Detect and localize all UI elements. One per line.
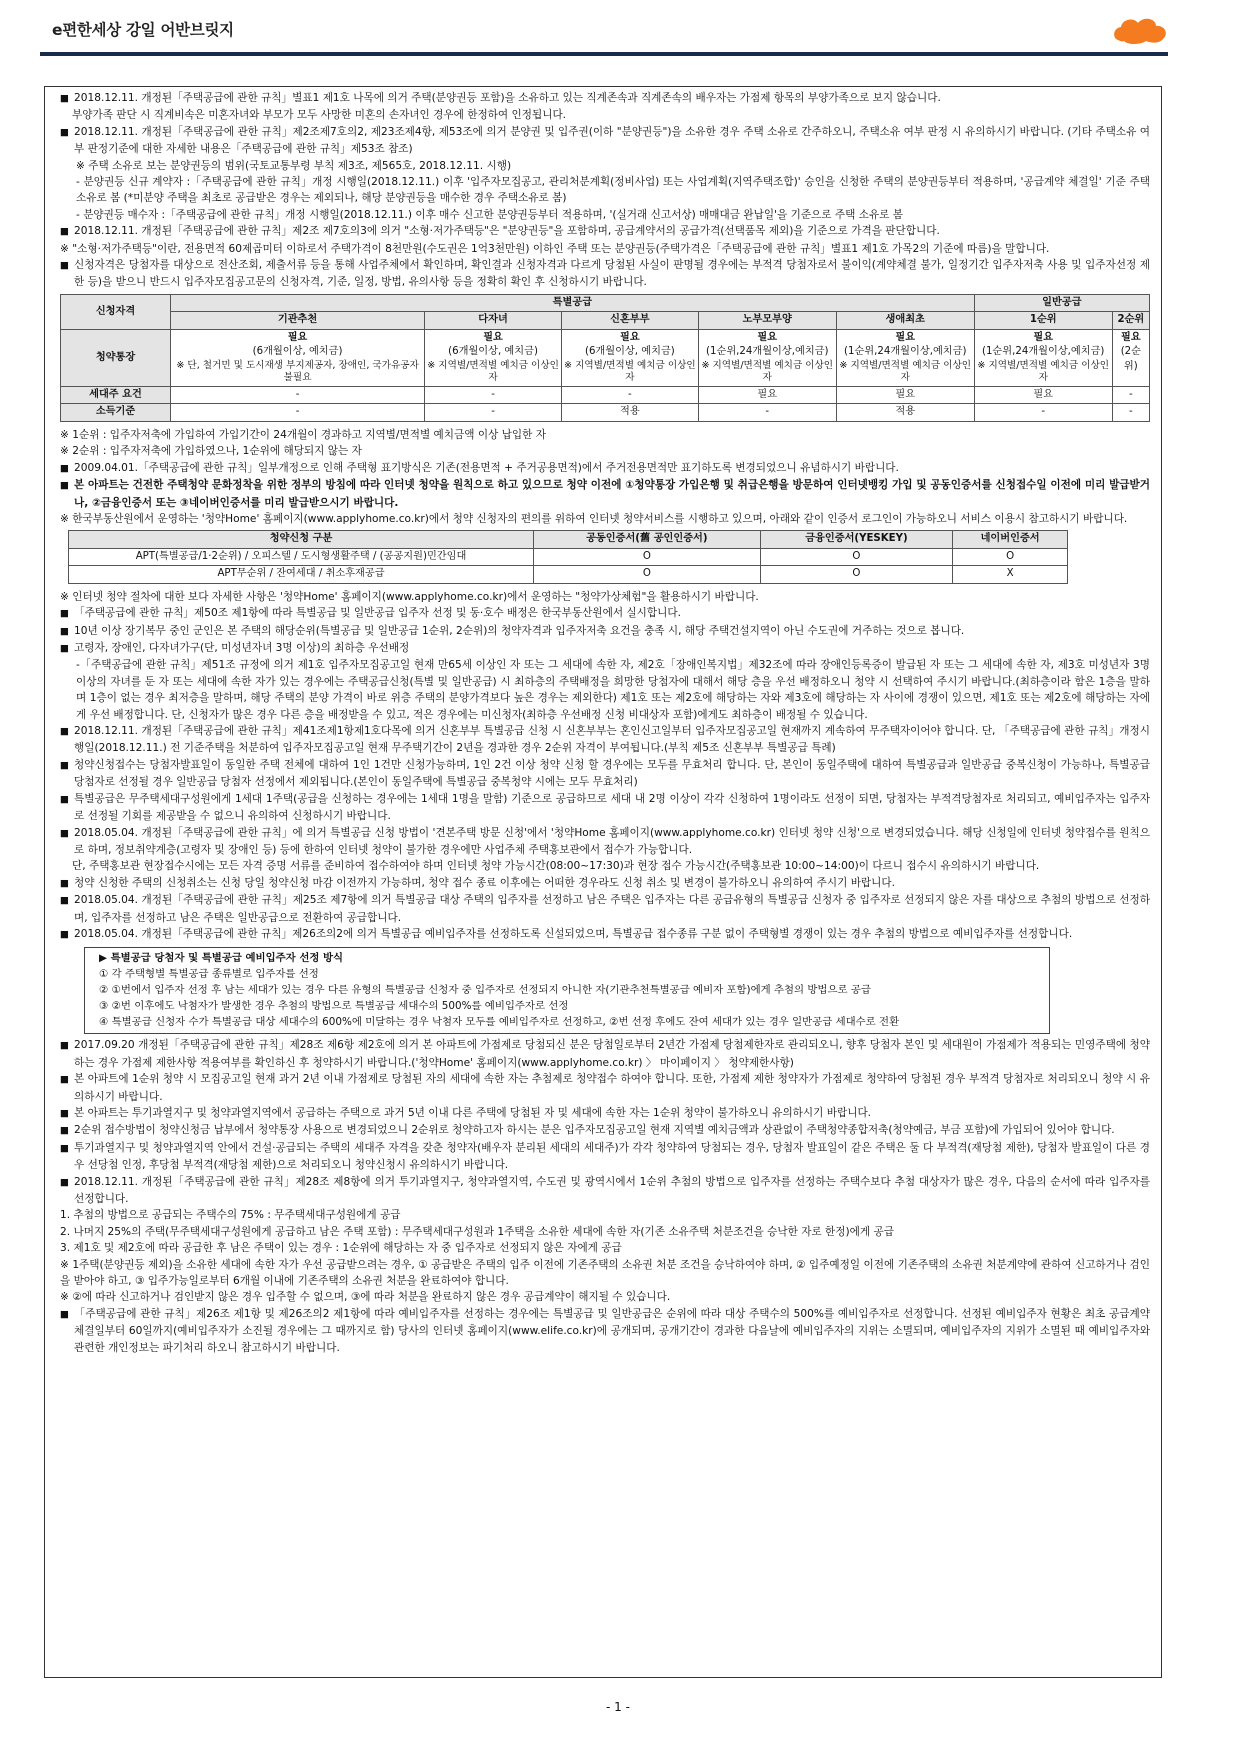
notice-item: ■ 투기과열지구 및 청약과열지역 안에서 건설·공급되는 주택의 세대주 자격을 갖춘 청약자(배우자 분리된 세대의 세대주)가 각각 청약하여 당첨되는 경우, 당첨자 발표일이 같은 주택은 둘 다 부적격(재당첨 제한), 당첨자 발표일이 다른 경우 선당첨 인정, 후당첨 부적격(재당첨 제한)으로 처리되오니 청약신청시 유의하시기 바랍니다. [60,1140,1150,1174]
notice-item: ■ 신청자격은 당첨자를 대상으로 전산조회, 제출서류 등을 통해 사업주체에서 확인하며, 확인결과 신청자격과 다르게 당첨된 사실이 판명될 경우에는 부적격 당첨자로서 불이익(계약체결 불가, 일정기간 입주자저축 사용 및 입주자선정 제한 등)을 받으니 반드시 입주자모집공고문의 신청자격, 기준, 일정, 방법, 유의사항 등을 정확히 확인 후 신청하시기 바랍니다. [60,257,1150,291]
notice-dash: - 분양권등 매수자 :「주택공급에 관한 규칙」개정 시행일(2018.12.11.) 이후 매수 신고한 분양권등부터 적용하며, '(실거래 신고서상) 매매대금 완납일'을 기준으로 주택 소유로 봄 [76,208,904,221]
table-cell: 필요 [974,386,1112,404]
table-cell: X [953,566,1068,584]
table-cell: O [534,566,761,584]
column-header: 기관추천 [171,312,425,330]
notice-item: ■ 본 아파트는 투기과열지구 및 청약과열지역에서 공급하는 주택으로 과거 5년 이내 다른 주택에 당첨된 자 및 세대에 속한 자는 1순위 청약이 불가하오니 유의하시기 바랍니다. [60,1105,1150,1122]
table-cell: - [974,404,1112,422]
table-cell: APT무순위 / 잔여세대 / 취소후재공급 [69,566,534,584]
table-cell: 필요 [698,386,836,404]
notice-item: ■ 본 아파트에 1순위 청약 시 모집공고일 현재 과거 2년 이내 가점제로 당첨된 자의 세대에 속한 자는 추첨제로 청약접수 하여야 합니다. 또한, 가점제 제한 청약자가 가점제로 청약하여 당첨된 경우 부적격 당첨자로 처리되오니 청약 시 유의하시기 바랍니다. [60,1071,1150,1105]
notice-note: ※ 1순위 : 입주자저축에 가입하여 가입기간이 24개월이 경과하고 지역별/면적별 예치금액 이상 납입한 자 [60,428,546,441]
table-cell: - [561,386,698,404]
notice-item: ■ 2018.12.11. 개정된「주택공급에 관한 규칙」제2조 제7호의3에 의거 "소형·저가주택등"은 "분양권등"을 포함하며, 공급계약서의 공급가격(선택품목 제외)을 기준으로 가격을 판단합니다. [60,223,1150,240]
notice-dash: -「주택공급에 관한 규칙」제51조 규정에 의거 제1호 입주자모집공고일 현재 만65세 이상인 자 또는 그 세대에 속한 자, 제2호「장애인복지법」제32조에 따라 장애인등록증이 발급된 자 또는 그 세대에 속한 자, 제3호 미성년자 3명 이상의 자녀를 둔 자 또는 세대에 속한 자가 있는 경우에는 주택공급신청(특별 및 일반공급) 시 최하층의 주택배정을 희망한 당첨자에 대해서 해당 층을 우선 배정하오니 청약 시 선택하여 주시기 바랍니다.(최하층이라 함은 1층을 말하며 1층이 없는 경우 최저층을 말하며, 해당 주택의 분양 가격이 바로 위층 주택의 분양가격보다 높은 경우는 제외한다) 제1호 또는 제2호에 해당하는 자와 제3호에 해당하는 자 사이에 경쟁이 있으면, 제1호 또는 제2호에 해당하는 자에게 우선 배정합니다. 단, 신청자가 많은 경우 다른 층을 배정받을 수 있고, 적은 경우에는 미신청자(최하층 우선배정 신청 비대상자 포함)에게도 최하층이 배정될 수 있습니다. [76,659,1150,721]
notice-item: ■ 2018.12.11. 개정된「주택공급에 관한 규칙」제41조제1항제1호다목에 의거 신혼부부 특별공급 신청 시 신혼부부는 혼인신고일부터 입주자모집공고일 현재까지 계속하여 무주택자이어야 합니다. 단, 「주택공급에 관한 규칙」개정시행일(2018.12.11.) 전 기준주택을 처분하여 입주자모집공고일 현재 무주택기간이 2년을 경과한 경우 2순위 자격이 부여됩니다.(부칙 제5조 신혼부부 특별공급 특례) [60,723,1150,757]
box-title: ▶ 특별공급 당첨자 및 특별공급 예비입주자 선정 방식 [99,952,344,965]
notice-subtext: 부양가족 판단 시 직계비속은 미혼자녀와 부모가 모두 사망한 미혼의 손자녀인 경우에 한정하여 인정됩니다. [72,109,567,122]
table-cell: - [425,386,562,404]
column-header: 공동인증서(舊 공인인증서) [534,531,761,549]
brand-logo-icon [1112,14,1170,48]
column-header: 다자녀 [425,312,562,330]
table-cell: - [425,404,562,422]
table-cell: 필요 (1순위,24개월이상,예치금) ※ 지역별/면적별 예치금 이상인 자 [698,329,836,386]
table-cell: 필요 (1순위,24개월이상,예치금) ※ 지역별/면적별 예치금 이상인 자 [836,329,974,386]
list-item: ④ 특별공급 신청자 수가 특별공급 대상 세대수의 600%에 미달하는 경우 낙첨자 모두를 예비입주자로 선정하고, ②번 선정 후에도 잔여 세대가 있는 경우 일반공급 세대수로 전환 [99,1016,900,1029]
table-cell: 필요 (6개월이상, 예치금) ※ 지역별/면적별 예치금 이상인 자 [425,329,562,386]
table-cell: 필요 (6개월이상, 예치금) ※ 단, 철거민 및 도시재생 부지제공자, 장애인, 국가유공자 불필요 [171,329,425,386]
table-row-header: 신청자격 [61,294,171,329]
notice-note: ※ "소형·저가주택등"이란, 전용면적 60제곱미터 이하로서 주택가격이 8천만원(수도권은 1억3천만원) 이하인 주택 또는 분양권등(주택가격은「주택공급에 관한 규칙」별표1 제1호 가목2의 기준에 따름)을 말합니다. [60,242,1050,255]
notice-note: ※ 2순위 : 입주자저축에 가입하였으나, 1순위에 해당되지 않는 자 [60,445,362,458]
column-header: 생애최초 [836,312,974,330]
list-item: ③ ②번 이후에도 낙첨자가 발생한 경우 추첨의 방법으로 특별공급 세대수의 500%를 예비입주자로 선정 [99,1000,569,1013]
column-header: 신혼부부 [561,312,698,330]
table-row [69,548,1068,566]
table-cell: 적용 [836,404,974,422]
row-label-account: 청약통장 [61,329,171,386]
notice-note: ※ 주택 소유로 보는 분양권등의 범위(국토교통부령 부칙 제3조, 제565호, 2018.12.11. 시행) [76,159,512,172]
certificate-table [68,530,1068,584]
row-label-income: 소득기준 [61,404,171,422]
table-cell: - [1112,404,1149,422]
table-cell: - [171,386,425,404]
notice-item: ■ 본 아파트는 건전한 주택청약 문화정착을 위한 정부의 방침에 따라 인터넷 청약을 원칙으로 하고 있으므로 청약 이전에 ①청약통장 가입은행 및 취급은행을 방문하여 인터넷뱅킹 가입 및 공동인증서를 신청접수일 이전에 미리 발급받거나, ②금융인증서 또는 ③네이버인증서를 미리 발급받으시기 바랍니다. [60,477,1150,511]
notice-item: ■ 「주택공급에 관한 규칙」제50조 제1항에 따라 특별공급 및 일반공급 입주자 선정 및 동·호수 배정은 한국부동산원에서 실시합니다. [60,605,1150,622]
notice-item: ■ 2018.05.04. 개정된「주택공급에 관한 규칙」제25조 제7항에 의거 특별공급 대상 주택의 입주자를 선정하고 남은 주택은 입주자는 다른 공급유형의 특별공급 신청자 중 입주자로 선정되지 않은 자를 대상으로 추첨의 방법으로 선정하며, 입주자를 선정하고 남은 주택은 일반공급으로 전환하여 공급합니다. [60,892,1150,926]
notice-note: ※ 1주택(분양권등 제외)을 소유한 세대에 속한 자가 우선 공급받으려는 경우, ① 공급받은 주택의 입주 이전에 기존주택의 소유권 처분 조건을 승낙하여야 하며, ② 입주예정일 이전에 기존주택의 소유권 처분계약에 관하여 신고하거나 검인을 받아야 하고, ③ 입주가능일로부터 6개월 이내에 기존주택의 소유권 처분을 완료하여야 합니다. [60,1258,1150,1288]
numbered-item: 3. 제1호 및 제2호에 따라 공급한 후 남은 주택이 있는 경우 : 1순위에 해당하는 자 중 입주자로 선정되지 않은 자에게 공급 [60,1242,622,1255]
notice-item: ■ 2018.12.11. 개정된「주택공급에 관한 규칙」제2조제7호의2, 제23조제4항, 제53조에 의거 분양권 및 입주권(이하 "분양권등")을 소유한 경우 주택 소유로 간주하오니, 주택소유 여부 판정 시 유의하시기 바랍니다. (기타 주택소유 여부 판정기준에 대한 자세한 내용은「주택공급에 관한 규칙」제53조 참조) [60,124,1150,158]
notice-note: ※ ②에 따라 신고하거나 검인받지 않은 경우 입주할 수 없으며, ③에 따라 처분을 완료하지 않은 경우 공급계약이 해지될 수 있습니다. [60,1291,671,1304]
notice-body [60,90,1150,1356]
eligibility-table [60,294,1150,422]
table-cell: - [698,404,836,422]
table-cell: - [171,404,425,422]
notice-item: ■ 2009.04.01.「주택공급에 관한 규칙」일부개정으로 인해 주택형 표기방식은 기존(전용면적 + 주거공용면적)에서 주거전용면적만 표기하도록 변경되었으니 유념하시기 바랍니다. [60,460,1150,477]
notice-note: ※ 인터넷 청약 절차에 대한 보다 자세한 사항은 '청약Home' 홈페이지(www.applyhome.co.kr)에서 운영하는 "청약가상체험"을 활용하시기 바랍니다. [60,590,759,603]
column-header: 1순위 [974,312,1112,330]
table-cell: 적용 [561,404,698,422]
list-item: ① 각 주택형별 특별공급 종류별로 입주자를 선정 [99,968,319,981]
table-cell: O [534,548,761,566]
notice-item: ■ 청약신청접수는 당첨자발표일이 동일한 주택 전체에 대하여 1인 1건만 신청가능하며, 1인 2건 이상 청약 신청 할 경우에는 모두를 무효처리 합니다. 단, 본인이 동일주택에 대하여 특별공급과 일반공급 중복신청이 가능하나, 특별공급 당첨자로 선정될 경우 일반공급 당첨자 선정에서 제외됩니다.(본인이 동일주택에 특별공급 중복청약 시에는 모두 무효처리) [60,757,1150,791]
notice-dash: - 분양권등 신규 계약자 :「주택공급에 관한 규칙」개정 시행일(2018.12.11.) 이후 '입주자모집공고, 관리처분계획(정비사업) 또는 사업계획(지역주택조합)' 승인을 신청한 주택의 분양권등부터 적용하며, '공급계약 체결일' 기준 주택 소유로 봄 (*미분양 주택을 최초로 공급받은 경우는 제외되나, 해당 분양권등을 매수한 경우 주택소유로 봄) [76,176,1150,205]
table-cell: 필요 (2순위) [1112,329,1149,386]
notice-note: ※ 한국부동산원에서 운영하는 '청약Home' 홈페이지(www.applyhome.co.kr)에서 청약 신청자의 편의를 위하여 인터넷 청약서비스를 시행하고 있으며, 아래와 같이 인증서 로그인이 가능하오니 서비스 이용시 참고하시기 바랍니다. [60,512,1128,525]
notice-item: ■ 2018.05.04. 개정된「주택공급에 관한 규칙」에 의거 특별공급 신청 방법이 '견본주택 방문 신청'에서 '청약Home 홈페이지(www.applyhome.co.kr) 인터넷 청약 신청'으로 변경되었습니다. 해당 신청일에 인터넷 청약접수를 원칙으로 하며, 정보취약계층(고령자 및 장애인 등) 등에 한하여 인터넷 청약이 불가한 경우에만 사업주체 주택홍보관에서 접수가 가능합니다. [60,825,1150,859]
column-header: 네이버인증서 [953,531,1068,549]
table-row [69,566,1068,584]
table-cell: - [1112,386,1149,404]
header-rule [40,52,1168,56]
numbered-item: 2. 나머지 25%의 주택(무주택세대구성원에게 공급하고 남은 주택 포함) : 무주택세대구성원과 1주택을 소유한 세대에 속한 자(기존 소유주택 처분조건을 승낙한 자로 한정)에게 공급 [60,1225,894,1238]
notice-item: ■ 고령자, 장애인, 다자녀가구(단, 미성년자녀 3명 이상)의 최하층 우선배정 [60,640,1150,657]
notice-item: ■ 2순위 접수방법이 청약신청금 납부에서 청약통장 사용으로 변경되었으니 2순위로 청약하고자 하시는 분은 입주자모집공고일 현재 지역별 예치금액과 상관없이 주택청약종합저축(청약예금, 부금 포함)에 가입되어 있어야 합니다. [60,1122,1150,1139]
list-item: ② ①번에서 입주자 선정 후 남는 세대가 있는 경우 다른 유형의 특별공급 신청자 중 입주자로 선정되지 아니한 자(기관추천특별공급 예비자 포함)에게 추첨의 방법으로 공급 [99,984,871,997]
column-header: 청약신청 구분 [69,531,534,549]
group-header-special: 특별공급 [171,294,975,312]
column-header: 2순위 [1112,312,1149,330]
table-cell: APT(특별공급/1·2순위) / 오피스텔 / 도시형생활주택 / (공공지원)민간임대 [69,548,534,566]
table-cell: O [953,548,1068,566]
group-header-general: 일반공급 [974,294,1149,312]
column-header: 노부모부양 [698,312,836,330]
numbered-item: 1. 추첨의 방법으로 공급되는 주택수의 75% : 무주택세대구성원에게 공급 [60,1209,401,1222]
notice-subtext: 단, 주택홍보관 현장접수시에는 모든 자격 증명 서류를 준비하여 접수하여야 하며 인터넷 청약 가능시간(08:00~17:30)과 현장 접수 가능시간(주택홍보관 10:00~14:00)이 다르니 접수시 유의하시기 바랍니다. [72,860,1040,873]
notice-item: ■ 10년 이상 장기복무 중인 군인은 본 주택의 해당순위(특별공급 및 일반공급 1순위, 2순위)의 청약자격과 입주자저축 요건을 충족 시, 해당 주택건설지역이 아닌 수도권에 거주하는 것으로 봅니다. [60,623,1150,640]
table-cell: O [760,548,953,566]
table-cell: 필요 [836,386,974,404]
notice-item: ■ 2018.12.11. 개정된「주택공급에 관한 규칙」제28조 제8항에 의거 투기과열지구, 청약과열지역, 수도권 및 광역시에서 1순위 추첨의 방법으로 입주자를 선정하는 주택수보다 추첨 대상자가 많은 경우, 다음의 순서에 따라 입주자를 선정합니다. [60,1174,1150,1208]
table-cell: O [760,566,953,584]
notice-item: ■ 청약 신청한 주택의 신청취소는 신청 당일 청약신청 마감 이전까지 가능하며, 청약 접수 종료 이후에는 어떠한 경우라도 신청 취소 및 변경이 불가하오니 유의하여 주시기 바랍니다. [60,875,1150,892]
table-cell: 필요 (6개월이상, 예치금) ※ 지역별/면적별 예치금 이상인 자 [561,329,698,386]
notice-item: ■ 2017.09.20 개정된「주택공급에 관한 규칙」제28조 제6항 제2호에 의거 본 아파트에 가점제로 당첨되신 분은 당첨일로부터 2년간 가점제 당첨제한자로 관리되오니, 향후 당첨자 본인 및 세대원이 가점제가 적용되는 민영주택에 청약하는 경우 가점제 제한사항 적용여부를 확인하신 후 청약하시기 바랍니다.('청약Home' 홈페이지(www.applyhome.co.kr) 〉 마이페이지 〉 청약제한사항) [60,1037,1150,1071]
selection-method-box [84,947,1050,1034]
notice-item: ■ 2018.12.11. 개정된「주택공급에 관한 규칙」별표1 제1호 나목에 의거 주택(분양권등 포함)을 소유하고 있는 직계존속과 직계존속의 배우자는 가점제 항목의 부양가족으로 보지 않습니다. [60,90,1150,107]
column-header: 금융인증서(YESKEY) [760,531,953,549]
table-cell: 필요 (1순위,24개월이상,예치금) ※ 지역별/면적별 예치금 이상인 자 [974,329,1112,386]
row-label-head: 세대주 요건 [61,386,171,404]
notice-item: ■ 특별공급은 무주택세대구성원에게 1세대 1주택(공급을 신청하는 경우에는 1세대 1명을 말함) 기준으로 공급하므로 세대 내 2명 이상이 각각 신청하여 1명이라도 선정이 되면, 당첨자는 부적격당첨자로 처리되고, 예비입주자는 입주자로 선정될 기회를 제공받을 수 없으니 유의하여 신청하시기 바랍니다. [60,791,1150,825]
notice-item: ■ 2018.05.04. 개정된「주택공급에 관한 규칙」제26조의2에 의거 특별공급 예비입주자를 선정하도록 신설되었으며, 특별공급 접수종류 구분 없이 주택형별 경쟁이 있는 경우 추첨의 방법으로 예비입주자를 선정합니다. [60,926,1150,943]
page-number: - 1 - [606,1700,630,1714]
notice-item: ■ 「주택공급에 관한 규칙」제26조 제1항 및 제26조의2 제1항에 따라 예비입주자를 선정하는 경우에는 특별공급 및 일반공급은 순위에 따라 대상 주택수의 500%를 예비입주자로 선정합니다. 선정된 예비입주자 현황은 최초 공급계약 체결일부터 60일까지(예비입주자가 소진될 경우에는 그 때까지로 함) 당사의 인터넷 홈페이지(www.elife.co.kr)에 공개되며, 공개기간이 경과한 다음날에 예비입주자의 지위는 소멸되며, 예비입주자의 지위가 소멸된 때 예비입주자와 관련한 개인정보는 파기처리 하오니 참고하시기 바랍니다. [60,1306,1150,1356]
document-title: e편한세상 강일 어반브릿지 [52,21,234,39]
